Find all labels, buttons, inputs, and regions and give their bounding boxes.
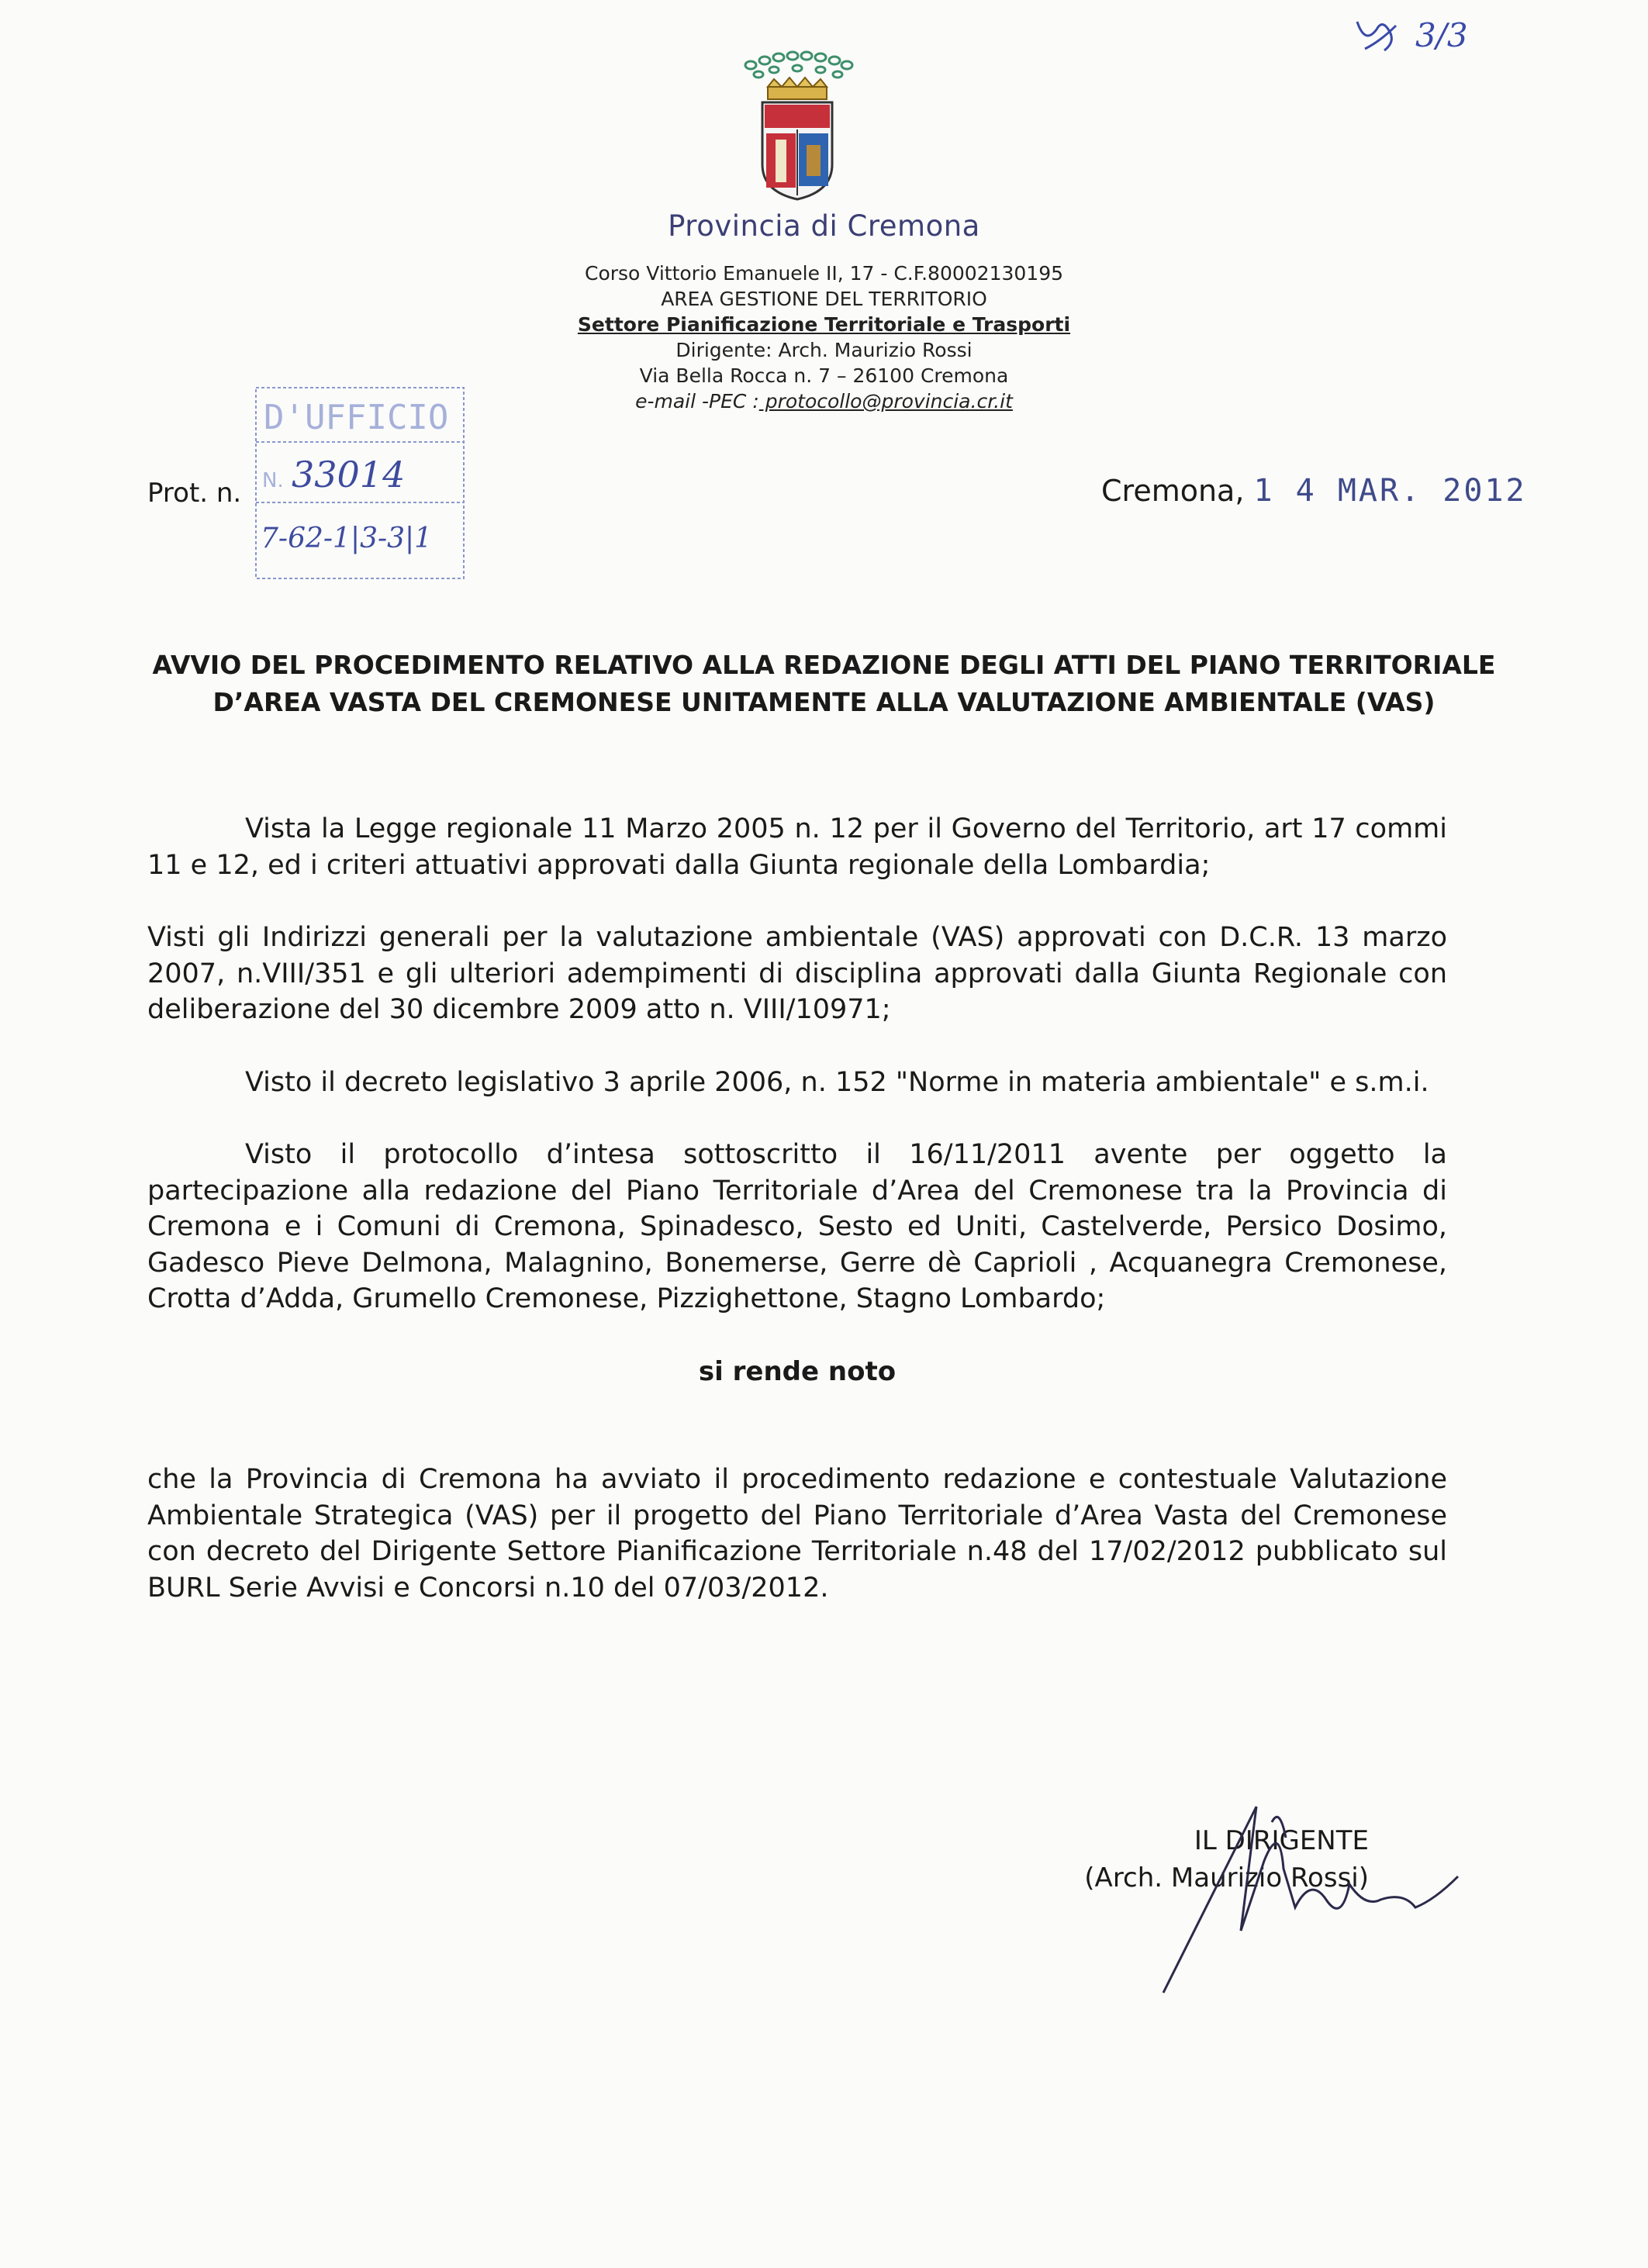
protocol-stamp	[254, 386, 468, 580]
paragraph-procedure-start: che la Provincia di Cremona ha avviato il procedimento redazione e contestuale Valutazione Ambientale Strategica (VAS) per il progetto del Piano Territoriale d’Area Vasta del Cremonese con decreto del Dirigente Settore Pianificazione Territoriale n.48 del 17/02/2012 pubblicato sul BURL Serie Avvisi e Concorsi n.10 del 07/03/2012.	[147, 1464, 1447, 1603]
date-stamp: 1 4 MAR. 2012	[1253, 473, 1527, 509]
pec-email-link[interactable]: protocollo@provincia.cr.it	[758, 390, 1013, 413]
paragraph-vas-guidelines: Visti gli Indirizzi generali per la valutazione ambientale (VAS) approvati con D.C.R. 13 marzo 2007, n.VIII/351 e gli ulteriori adempimenti di disciplina approvati dalla Giunta Regionale con deliberazione del 30 dicembre 2009 atto n. VIII/10971;	[147, 922, 1447, 1025]
handwritten-page-number: 3/3	[1415, 16, 1468, 54]
stamp-n-label: N.	[262, 469, 284, 492]
sector-line: Settore Pianificazione Territoriale e Trasporti	[577, 313, 1071, 336]
handwritten-initials	[1342, 6, 1497, 68]
address-line: Corso Vittorio Emanuele II, 17 - C.F.80002130195	[584, 262, 1064, 285]
title-line-2: D’AREA VASTA DEL CREMONESE UNITAMENTE ALLA VALUTAZIONE AMBIENTALE (VAS)	[212, 687, 1436, 717]
organization-name: Provincia di Cremona	[668, 209, 980, 243]
place-date	[1101, 473, 1527, 509]
paragraph-regional-law: Vista la Legge regionale 11 Marzo 2005 n. 12 per il Governo del Territorio, art 17 commi 11 e 12, ed i criteri attuativi approvati dalla Giunta regionale della Lombardia;	[147, 813, 1447, 881]
handwritten-signature	[1148, 1791, 1474, 2000]
signatory-role: IL DIRIGENTE	[1194, 1825, 1369, 1856]
document-title	[116, 647, 1532, 721]
document-body	[147, 811, 1447, 1642]
stamp-classification-code: 7-62-1|3-3|1	[261, 523, 433, 554]
signatory-name: (Arch. Maurizio Rossi)	[1084, 1862, 1369, 1893]
notice-heading: si rende noto	[698, 1355, 897, 1387]
paragraph-protocol-agreement: Visto il protocollo d’intesa sottoscritto il 16/11/2011 avente per oggetto la partecipazione alla redazione del Piano Territoriale d’Area del Cremonese tra la Provincia di Cremona e i Comuni di Cremona, Spinadesco, Sesto ed Uniti, Castelverde, Persico Dosimo, Gadesco Pieve Delmona, Malagnino, Bonemerse, Gerre dè Caprioli , Acquanegra Cremonese, Crotta d’Adda, Grumello Cremonese, Pizzighettone, Stagno Lombardo;	[147, 1139, 1447, 1314]
paragraph-legislative-decree: Visto il decreto legislativo 3 aprile 2006, n. 152 "Norme in materia ambientale" e s.m.i.	[245, 1066, 1429, 1098]
pec-label: e-mail -PEC :	[635, 390, 759, 413]
stamp-number: 33014	[292, 454, 406, 495]
office-address-line: Via Bella Rocca n. 7 – 26100 Cremona	[639, 364, 1009, 387]
city-label: Cremona,	[1101, 474, 1245, 508]
title-line-1: AVVIO DEL PROCEDIMENTO RELATIVO ALLA REDAZIONE DEGLI ATTI DEL PIANO TERRITORIALE	[152, 650, 1496, 680]
letterhead-details	[0, 261, 1648, 414]
pec-line	[0, 388, 1648, 414]
stamp-header: D'UFFICIO	[264, 398, 449, 437]
province-coat-of-arms-logo	[720, 48, 875, 203]
department-line: AREA GESTIONE DEL TERRITORIO	[661, 288, 987, 310]
protocol-label: Prot. n.	[147, 478, 242, 509]
director-line: Dirigente: Arch. Maurizio Rossi	[675, 339, 973, 361]
